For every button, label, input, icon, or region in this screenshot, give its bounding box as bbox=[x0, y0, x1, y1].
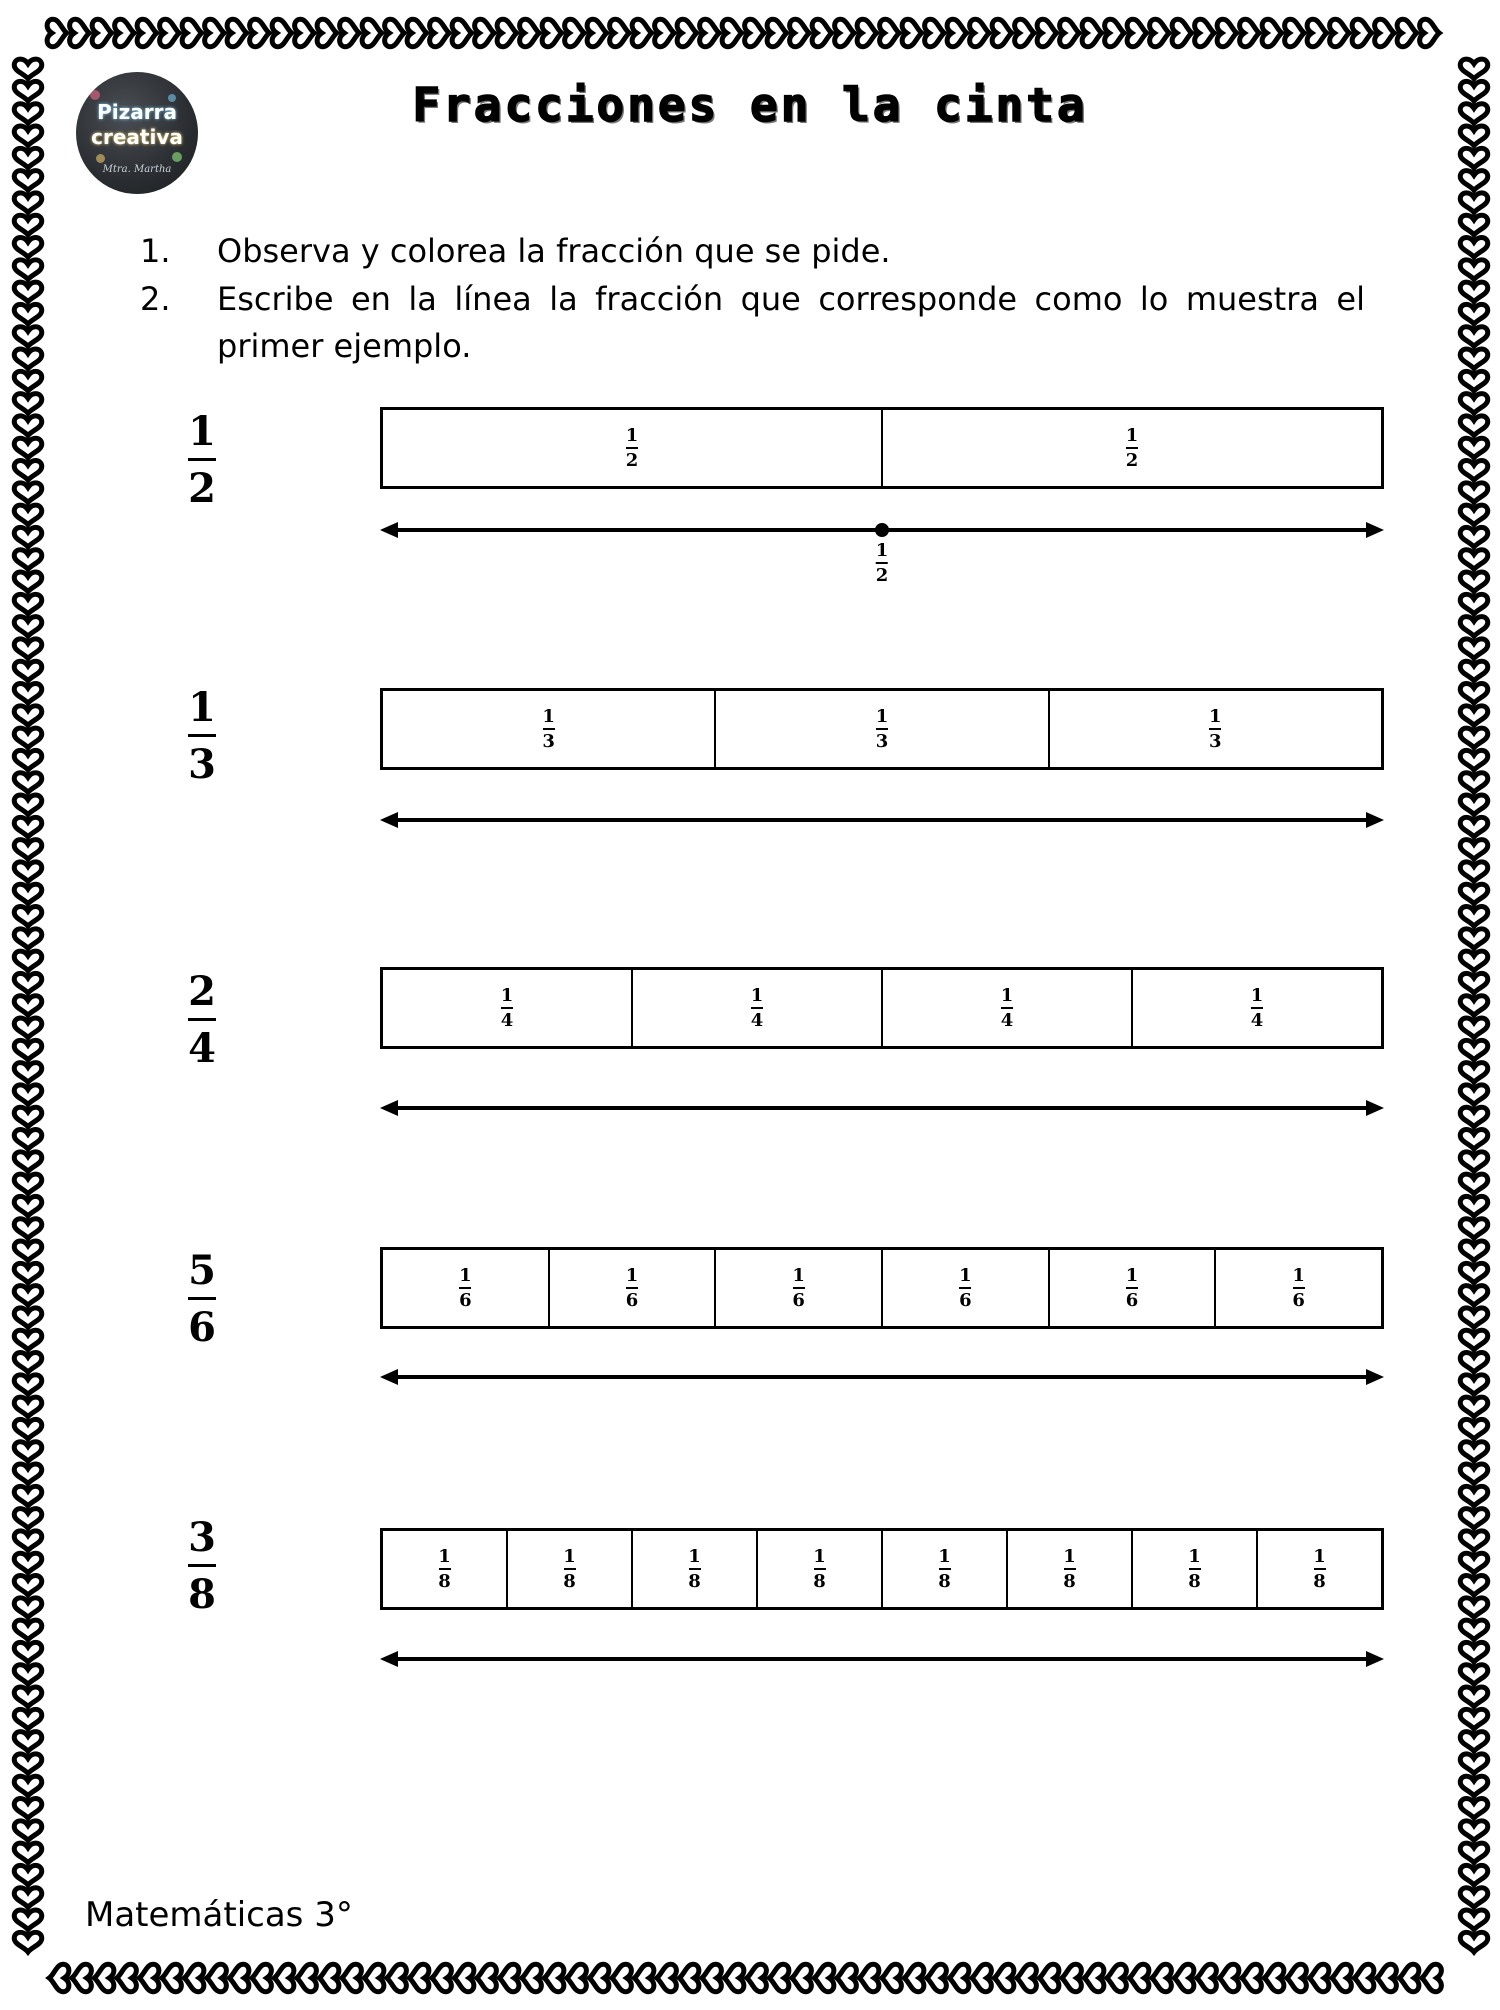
tape-segment[interactable] bbox=[383, 1250, 548, 1326]
segment-numerator: 1 bbox=[875, 705, 889, 727]
segment-fraction-bar bbox=[814, 1568, 826, 1570]
instruction-1-number: 1. bbox=[140, 232, 171, 270]
segment-denominator: 3 bbox=[1209, 730, 1222, 752]
instruction-1-text: Observa y colorea la fracción que se pide. bbox=[217, 232, 891, 270]
segment-numerator: 1 bbox=[1250, 984, 1264, 1006]
tape-segment[interactable] bbox=[383, 1531, 506, 1607]
segment-fraction-bar bbox=[543, 728, 555, 730]
target-denominator: 4 bbox=[188, 1025, 216, 1072]
tape-segment[interactable] bbox=[631, 970, 881, 1046]
segment-fraction-bar bbox=[1251, 1007, 1263, 1009]
segment-fraction-bar bbox=[439, 1568, 451, 1570]
target-fraction bbox=[172, 686, 232, 787]
instruction-2-number: 2. bbox=[140, 280, 171, 318]
segment-fraction bbox=[1251, 986, 1264, 1031]
tape-segment[interactable] bbox=[714, 1250, 881, 1326]
fraction-bar bbox=[188, 458, 216, 461]
label-numerator: 1 bbox=[875, 540, 889, 561]
page-title: Fracciones en la cinta bbox=[412, 78, 1088, 132]
target-numerator: 5 bbox=[188, 1247, 216, 1294]
tape-segment[interactable] bbox=[1048, 691, 1381, 767]
segment-fraction bbox=[959, 1266, 972, 1311]
segment-denominator: 8 bbox=[1313, 1570, 1326, 1592]
segment-fraction bbox=[1126, 426, 1139, 471]
tape-segment[interactable] bbox=[383, 970, 631, 1046]
segment-numerator: 1 bbox=[542, 705, 555, 727]
label-denominator: 2 bbox=[875, 565, 889, 586]
segment-fraction-bar bbox=[876, 728, 888, 730]
segment-fraction-bar bbox=[1209, 728, 1221, 730]
segment-numerator: 1 bbox=[813, 1545, 826, 1567]
number-line-point bbox=[875, 523, 889, 537]
segment-numerator: 1 bbox=[500, 984, 514, 1006]
segment-fraction bbox=[1292, 1266, 1305, 1311]
target-fraction bbox=[172, 410, 232, 511]
number-line-arrow bbox=[380, 1644, 1384, 1674]
number-line-arrow bbox=[380, 805, 1384, 835]
segment-fraction-bar bbox=[459, 1287, 471, 1289]
fraction-bar bbox=[188, 1564, 216, 1567]
segment-numerator: 1 bbox=[750, 984, 764, 1006]
target-numerator: 3 bbox=[188, 1514, 216, 1561]
tape-segment[interactable] bbox=[1006, 1531, 1131, 1607]
target-numerator: 1 bbox=[188, 408, 216, 455]
target-denominator: 3 bbox=[188, 741, 216, 788]
segment-denominator: 6 bbox=[1292, 1289, 1305, 1311]
segment-fraction-bar bbox=[939, 1568, 951, 1570]
segment-denominator: 6 bbox=[959, 1289, 972, 1311]
segment-fraction-bar bbox=[1293, 1287, 1305, 1289]
segment-denominator: 6 bbox=[459, 1289, 472, 1311]
segment-denominator: 2 bbox=[625, 449, 639, 471]
segment-denominator: 8 bbox=[688, 1570, 701, 1592]
pizarra-creativa-logo bbox=[76, 72, 198, 194]
fraction-tape bbox=[380, 1247, 1384, 1329]
segment-denominator: 8 bbox=[938, 1570, 951, 1592]
segment-numerator: 1 bbox=[1313, 1545, 1326, 1567]
segment-denominator: 6 bbox=[792, 1289, 805, 1311]
segment-denominator: 4 bbox=[1000, 1009, 1014, 1031]
segment-denominator: 3 bbox=[542, 730, 555, 752]
number-line[interactable] bbox=[380, 805, 1384, 835]
segment-fraction bbox=[1188, 1547, 1201, 1592]
segment-numerator: 1 bbox=[792, 1264, 805, 1286]
label-fraction-bar bbox=[876, 562, 888, 564]
segment-numerator: 1 bbox=[959, 1264, 972, 1286]
logo-line-2: creativa bbox=[91, 125, 183, 149]
tape-segment[interactable] bbox=[506, 1531, 631, 1607]
segment-denominator: 8 bbox=[1188, 1570, 1201, 1592]
number-line[interactable] bbox=[380, 1644, 1384, 1674]
tape-segment[interactable] bbox=[881, 970, 1131, 1046]
segment-fraction-bar bbox=[751, 1007, 763, 1009]
segment-denominator: 6 bbox=[625, 1289, 639, 1311]
segment-fraction bbox=[501, 986, 514, 1031]
segment-fraction bbox=[438, 1547, 451, 1592]
tape-segment[interactable] bbox=[383, 691, 714, 767]
segment-numerator: 1 bbox=[1209, 705, 1222, 727]
segment-fraction bbox=[626, 1266, 639, 1311]
tape-segment[interactable] bbox=[881, 1531, 1006, 1607]
fraction-bar bbox=[188, 1297, 216, 1300]
segment-fraction-bar bbox=[626, 1287, 638, 1289]
segment-denominator: 8 bbox=[813, 1570, 826, 1592]
number-line-arrow bbox=[380, 1362, 1384, 1392]
segment-numerator: 1 bbox=[1188, 1545, 1201, 1567]
tape-segment[interactable] bbox=[1131, 970, 1381, 1046]
tape-segment[interactable] bbox=[1131, 1531, 1256, 1607]
segment-fraction bbox=[626, 426, 639, 471]
segment-denominator: 4 bbox=[500, 1009, 514, 1031]
logo-line-1: Pizarra bbox=[97, 100, 177, 124]
segment-fraction-bar bbox=[1189, 1568, 1201, 1570]
tape-segment[interactable] bbox=[1256, 1531, 1381, 1607]
target-denominator: 2 bbox=[188, 465, 216, 512]
number-line[interactable] bbox=[380, 515, 1384, 586]
fraction-bar bbox=[188, 734, 216, 737]
segment-fraction-bar bbox=[1126, 1287, 1138, 1289]
segment-fraction bbox=[459, 1266, 472, 1311]
tape-segment[interactable] bbox=[631, 1531, 756, 1607]
tape-segment[interactable] bbox=[383, 410, 881, 486]
segment-numerator: 1 bbox=[459, 1264, 472, 1286]
segment-fraction bbox=[542, 707, 555, 752]
segment-denominator: 8 bbox=[438, 1570, 451, 1592]
segment-numerator: 1 bbox=[938, 1545, 951, 1567]
segment-numerator: 1 bbox=[1125, 1264, 1139, 1286]
target-denominator: 8 bbox=[188, 1571, 216, 1618]
segment-fraction-bar bbox=[793, 1287, 805, 1289]
footer-subject: Matemáticas 3° bbox=[85, 1895, 353, 1935]
segment-fraction-bar bbox=[501, 1007, 513, 1009]
segment-numerator: 1 bbox=[688, 1545, 701, 1567]
tape-segment[interactable] bbox=[1048, 1250, 1215, 1326]
segment-fraction bbox=[1063, 1547, 1076, 1592]
tape-segment[interactable] bbox=[881, 1250, 1048, 1326]
segment-fraction bbox=[938, 1547, 951, 1592]
target-numerator: 2 bbox=[188, 968, 216, 1015]
instruction-2-text: Escribe en la línea la fracción que corresponde como lo muestra el primer ejemplo. bbox=[217, 280, 1365, 365]
segment-fraction bbox=[563, 1547, 576, 1592]
segment-fraction-bar bbox=[689, 1568, 701, 1570]
number-line-label bbox=[876, 541, 889, 586]
fraction-bar bbox=[188, 1018, 216, 1021]
segment-fraction bbox=[688, 1547, 701, 1592]
segment-fraction-bar bbox=[564, 1568, 576, 1570]
fraction-tape bbox=[380, 688, 1384, 770]
segment-denominator: 2 bbox=[1125, 449, 1139, 471]
segment-numerator: 1 bbox=[563, 1545, 576, 1567]
segment-fraction-bar bbox=[959, 1287, 971, 1289]
target-fraction bbox=[172, 1249, 232, 1350]
tape-segment[interactable] bbox=[548, 1250, 715, 1326]
segment-fraction-bar bbox=[1001, 1007, 1013, 1009]
segment-numerator: 1 bbox=[1292, 1264, 1305, 1286]
segment-denominator: 4 bbox=[1250, 1009, 1264, 1031]
segment-fraction bbox=[1313, 1547, 1326, 1592]
tape-segment[interactable] bbox=[1214, 1250, 1381, 1326]
segment-fraction-bar bbox=[1314, 1568, 1326, 1570]
segment-fraction bbox=[876, 707, 889, 752]
segment-fraction bbox=[1126, 1266, 1139, 1311]
segment-fraction-bar bbox=[1064, 1568, 1076, 1570]
number-line-arrow bbox=[380, 1093, 1384, 1123]
fraction-tape bbox=[380, 407, 1384, 489]
fraction-tape bbox=[380, 1528, 1384, 1610]
segment-numerator: 1 bbox=[438, 1545, 451, 1567]
segment-denominator: 8 bbox=[1063, 1570, 1076, 1592]
segment-numerator: 1 bbox=[625, 424, 639, 446]
segment-numerator: 1 bbox=[1125, 424, 1139, 446]
segment-denominator: 3 bbox=[875, 730, 889, 752]
segment-fraction-bar bbox=[1126, 447, 1138, 449]
segment-numerator: 1 bbox=[1000, 984, 1014, 1006]
segment-fraction bbox=[751, 986, 764, 1031]
segment-fraction bbox=[813, 1547, 826, 1592]
tape-segment[interactable] bbox=[714, 691, 1047, 767]
target-numerator: 1 bbox=[188, 684, 216, 731]
segment-fraction-bar bbox=[626, 447, 638, 449]
segment-numerator: 1 bbox=[625, 1264, 639, 1286]
target-fraction bbox=[172, 970, 232, 1071]
number-line[interactable] bbox=[380, 1362, 1384, 1392]
fraction-tape bbox=[380, 967, 1384, 1049]
segment-denominator: 6 bbox=[1125, 1289, 1139, 1311]
segment-fraction bbox=[1001, 986, 1014, 1031]
segment-numerator: 1 bbox=[1063, 1545, 1076, 1567]
tape-segment[interactable] bbox=[881, 410, 1381, 486]
number-line[interactable] bbox=[380, 1093, 1384, 1123]
segment-denominator: 4 bbox=[750, 1009, 764, 1031]
segment-denominator: 8 bbox=[563, 1570, 576, 1592]
segment-fraction bbox=[792, 1266, 805, 1311]
target-fraction bbox=[172, 1516, 232, 1617]
tape-segment[interactable] bbox=[756, 1531, 881, 1607]
target-denominator: 6 bbox=[188, 1304, 216, 1351]
segment-fraction bbox=[1209, 707, 1222, 752]
logo-line-3: Mtra. Martha bbox=[102, 164, 172, 175]
